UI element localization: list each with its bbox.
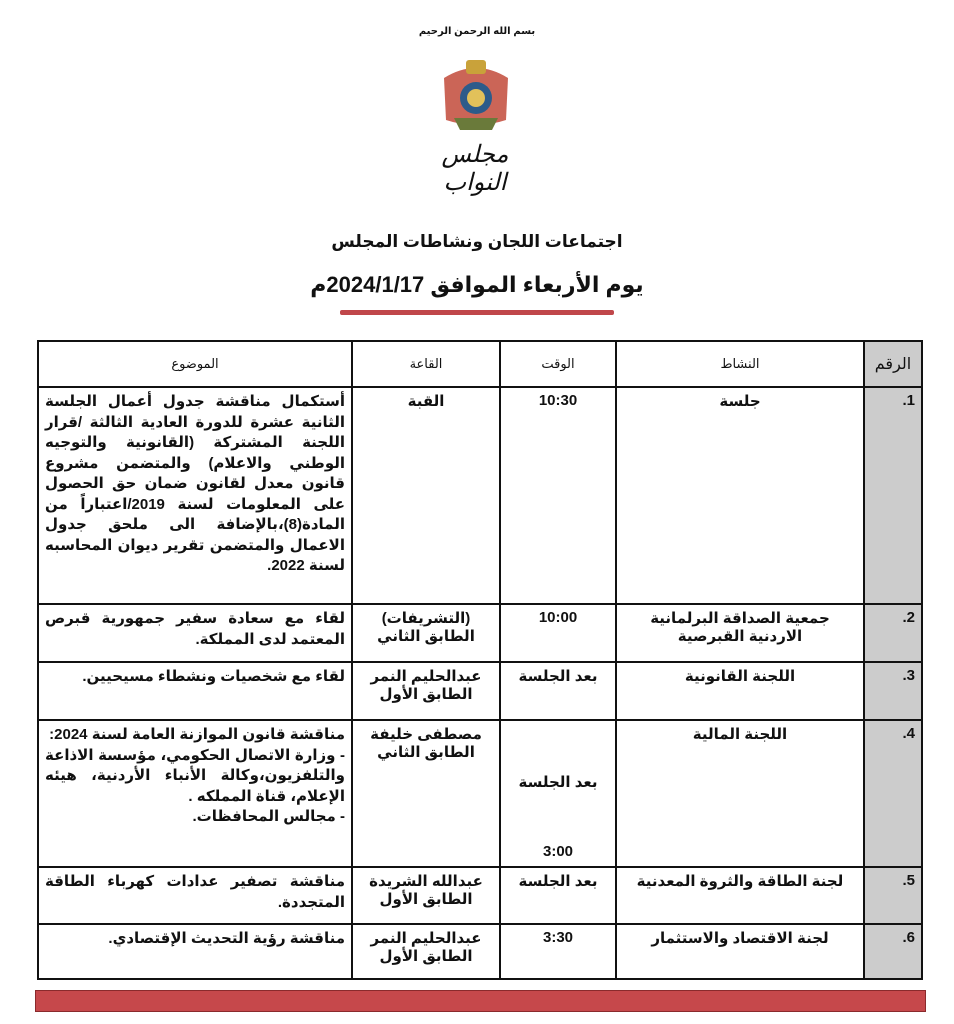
row-hall — [352, 867, 500, 924]
table-row — [38, 662, 922, 720]
subject-item: - مجالس المحافظات. — [192, 808, 345, 825]
row-num: 1. — [864, 387, 922, 604]
hall-name: عبدالحليم النمر — [370, 668, 482, 685]
hall-name: (التشريفات) — [381, 610, 471, 627]
row-hall — [352, 720, 500, 867]
row-num: 5. — [864, 867, 922, 924]
row-num: 3. — [864, 662, 922, 720]
subject-text: مناقشة قانون الموازنة العامة لسنة 2024: — [49, 726, 345, 743]
row-num: 6. — [864, 924, 922, 979]
coat-of-arms-logo — [436, 58, 516, 136]
hall-name: عبدالحليم النمر — [370, 930, 482, 947]
col-num: الرقم — [864, 341, 922, 387]
row-time: 10:30 — [500, 387, 616, 604]
footer-bar — [35, 990, 926, 1012]
row-hall — [352, 924, 500, 979]
row-time: بعد الجلسة — [500, 662, 616, 720]
hall-floor: الطابق الأول — [379, 948, 473, 965]
table-row — [38, 924, 922, 979]
row-subject: مناقشة رؤية التحديث الإقتصادي. — [38, 924, 352, 979]
schedule-table — [37, 340, 923, 980]
row-time — [500, 720, 616, 867]
col-activity: النشاط — [616, 341, 864, 387]
row-activity: اللجنة المالية — [616, 720, 864, 867]
row-subject: لقاء مع سعادة سفير جمهورية قبرص المعتمد لدى المملكة. — [38, 604, 352, 662]
title-underline — [340, 310, 614, 315]
logo-calligraphy: مجلس النواب — [441, 140, 509, 196]
table-row — [38, 867, 922, 924]
table-row — [38, 604, 922, 662]
hall-floor: الطابق الثاني — [377, 744, 475, 761]
row-time: 3:30 — [500, 924, 616, 979]
table-row — [38, 720, 922, 867]
row-subject — [38, 720, 352, 867]
row-time: 10:00 — [500, 604, 616, 662]
table-row — [38, 387, 922, 604]
basmala: بسم الله الرحمن الرحيم — [418, 26, 536, 37]
col-subject: الموضوع — [38, 341, 352, 387]
table-header-row — [38, 341, 922, 387]
row-hall — [352, 662, 500, 720]
row-time: بعد الجلسة — [500, 867, 616, 924]
row-num: 4. — [864, 720, 922, 867]
row-subject: مناقشة تصفير عدادات كهرباء الطاقة المتجددة. — [38, 867, 352, 924]
document-title: اجتماعات اللجان ونشاطات المجلس — [331, 232, 623, 251]
subject-item: - وزارة الاتصال الحكومي، مؤسسة الاذاعة والتلفزيون،وكالة الأنباء الأردنية، هيئه الإعلام، قناة المملكه . — [45, 746, 345, 805]
hall-floor: الطابق الثاني — [377, 628, 475, 645]
col-hall: القاعة — [352, 341, 500, 387]
time-end: 3:00 — [542, 843, 574, 860]
date-heading: يوم الأربعاء الموافق 2024/1/17م — [310, 272, 644, 297]
row-activity: اللجنة القانونية — [616, 662, 864, 720]
time-start: بعد الجلسة — [518, 774, 598, 791]
row-subject: لقاء مع شخصيات ونشطاء مسيحيين. — [38, 662, 352, 720]
col-time: الوقت — [500, 341, 616, 387]
row-activity: جمعية الصداقة البرلمانية الاردنية القبرصية — [616, 604, 864, 662]
row-activity: لجنة الطاقة والثروة المعدنية — [616, 867, 864, 924]
hall-name: مصطفى خليفة — [370, 726, 482, 743]
row-activity: جلسة — [616, 387, 864, 604]
hall-floor: الطابق الأول — [379, 686, 473, 703]
row-activity: لجنة الاقتصاد والاستثمار — [616, 924, 864, 979]
hall-name: القبة — [407, 393, 445, 410]
row-num: 2. — [864, 604, 922, 662]
row-subject: أستكمال مناقشة جدول أعمال الجلسة الثانية عشرة للدورة العادية الثالثة /قرار اللجنة المشتركة (القانونية والتوجيه الوطني والاعلام) والمتضمن مشروع قانون معدل لقانون ضمان حق الحصول على المعلومات لسنة 2019/اعتباراً من المادة(8)،بالإضافة الى ملحق جدول الاعمال والمتضمن تقرير ديوان المحاسبه لسنة 2022. — [38, 387, 352, 604]
row-hall — [352, 387, 500, 604]
hall-name: عبدالله الشريدة — [369, 873, 483, 890]
row-hall — [352, 604, 500, 662]
hall-floor: الطابق الأول — [379, 891, 473, 908]
